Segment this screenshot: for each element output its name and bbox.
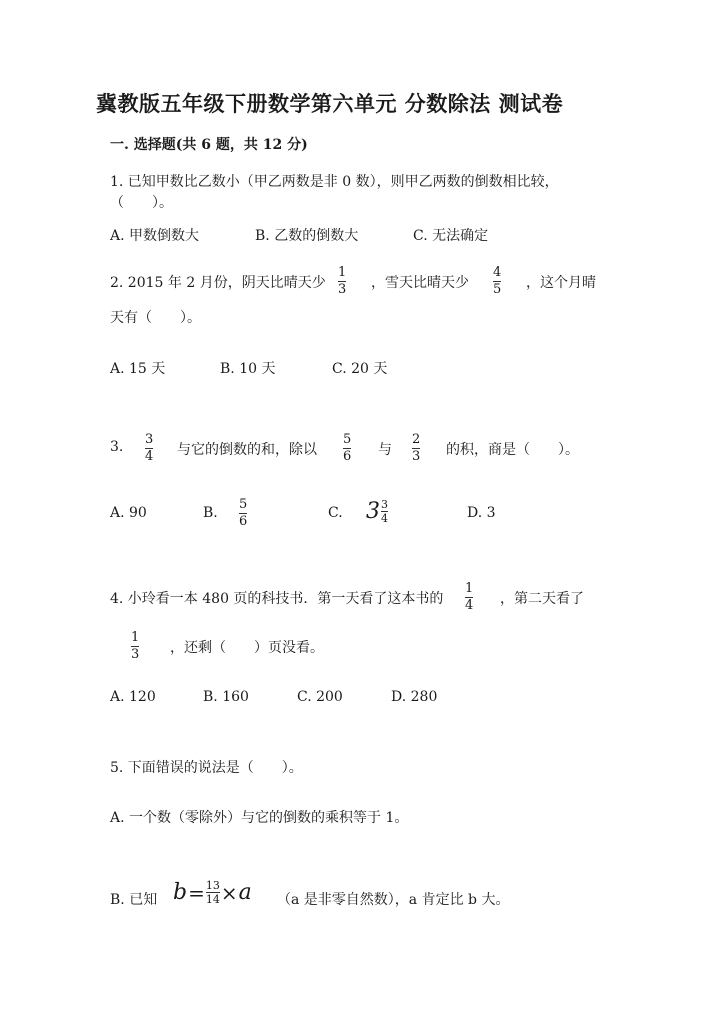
question-4-option-c: C. 200 [297, 689, 343, 705]
question-3-option-b-label: B. [203, 505, 218, 521]
question-5-option-b-formula [173, 880, 252, 905]
fraction-denominator: 5 [493, 282, 502, 297]
fraction-numerator: 3 [145, 432, 154, 447]
question-3-number: 3. [110, 439, 124, 455]
question-4-text-3: ，还剩（ ）页没看。 [170, 640, 324, 656]
question-3-text-2: 与 [378, 442, 392, 458]
question-3-option-c-mixed-number [366, 499, 388, 524]
section-heading: 一. 选择题(共 6 题，共 12 分) [110, 137, 308, 153]
fraction-denominator: 4 [145, 449, 154, 464]
formula-equals: = [188, 880, 205, 905]
question-3-fraction-1 [145, 433, 153, 464]
question-3-text-3: 的积，商是（ ）。 [446, 442, 579, 458]
question-2-text-3: ，这个月晴 [526, 275, 596, 291]
question-4-option-d: D. 280 [391, 689, 438, 705]
question-4-option-b: B. 160 [203, 689, 249, 705]
question-2-text-1: 2. 2015 年 2 月份，阴天比晴天少 [110, 275, 326, 291]
question-2-fraction-1 [338, 266, 346, 297]
fraction-numerator: 5 [239, 497, 248, 512]
formula-variable-b: b [173, 880, 188, 905]
fraction-denominator: 14 [205, 893, 220, 906]
fraction-denominator: 3 [338, 282, 347, 297]
formula-variable-a: a [238, 880, 252, 905]
question-1-option-c: C. 无法确定 [413, 228, 489, 244]
page-title: 冀教版五年级下册数学第六单元 分数除法 测试卷 [96, 91, 564, 116]
fraction-denominator: 4 [381, 512, 388, 525]
fraction-denominator: 3 [412, 449, 421, 464]
question-4-fraction-2 [131, 631, 139, 662]
mixed-fraction [381, 499, 388, 524]
question-4-text-1: 4. 小玲看一本 480 页的科技书．第一天看了这本书的 [110, 591, 444, 607]
question-4-option-a: A. 120 [110, 689, 156, 705]
question-2-text-2: ，雪天比晴天少 [371, 275, 469, 291]
fraction-denominator: 3 [131, 647, 140, 662]
fraction-numerator: 1 [338, 265, 347, 280]
question-5-option-a: A. 一个数（零除外）与它的倒数的乘积等于 1。 [110, 810, 409, 826]
fraction-numerator: 5 [343, 432, 352, 447]
fraction-denominator: 6 [343, 449, 352, 464]
question-5-stem: 5. 下面错误的说法是（ ）。 [110, 760, 303, 776]
question-2-option-b: B. 10 天 [220, 361, 276, 377]
fraction-numerator: 13 [205, 879, 220, 892]
question-3-option-c-label: C. [328, 505, 343, 521]
fraction-numerator: 1 [131, 630, 140, 645]
fraction-numerator: 2 [412, 432, 421, 447]
question-2-fraction-2 [493, 266, 501, 297]
question-2-option-c: C. 20 天 [332, 361, 388, 377]
question-4-text-2: ，第二天看了 [500, 591, 584, 607]
fraction-numerator: 4 [493, 265, 502, 280]
question-3-option-a: A. 90 [110, 505, 147, 521]
question-5-option-b-suffix: （a 是非零自然数），a 肯定比 b 大。 [277, 892, 510, 908]
fraction-numerator: 3 [381, 498, 388, 511]
formula-fraction [206, 880, 220, 905]
fraction-numerator: 1 [465, 581, 474, 596]
question-2-line-2: 天有（ ）。 [110, 310, 201, 326]
fraction-denominator: 4 [465, 598, 474, 613]
question-5-option-b-prefix: B. 已知 [110, 892, 158, 908]
mixed-whole: 3 [366, 499, 380, 524]
question-3-option-b-fraction [239, 498, 247, 529]
question-1-option-a: A. 甲数倒数大 [110, 228, 200, 244]
question-3-fraction-2 [343, 433, 351, 464]
question-1-line-2: （ ）。 [110, 195, 173, 211]
formula-times: × [220, 880, 238, 905]
question-1-line-1: 1. 已知甲数比乙数小（甲乙两数是非 0 数），则甲乙两数的倒数相比较， [110, 174, 559, 190]
question-2-option-a: A. 15 天 [110, 361, 166, 377]
question-3-option-d: D. 3 [467, 505, 496, 521]
fraction-denominator: 6 [239, 514, 248, 529]
question-4-fraction-1 [465, 582, 473, 613]
question-1-option-b: B. 乙数的倒数大 [255, 228, 359, 244]
question-3-text-1: 与它的倒数的和，除以 [177, 442, 317, 458]
question-3-fraction-3 [412, 433, 420, 464]
